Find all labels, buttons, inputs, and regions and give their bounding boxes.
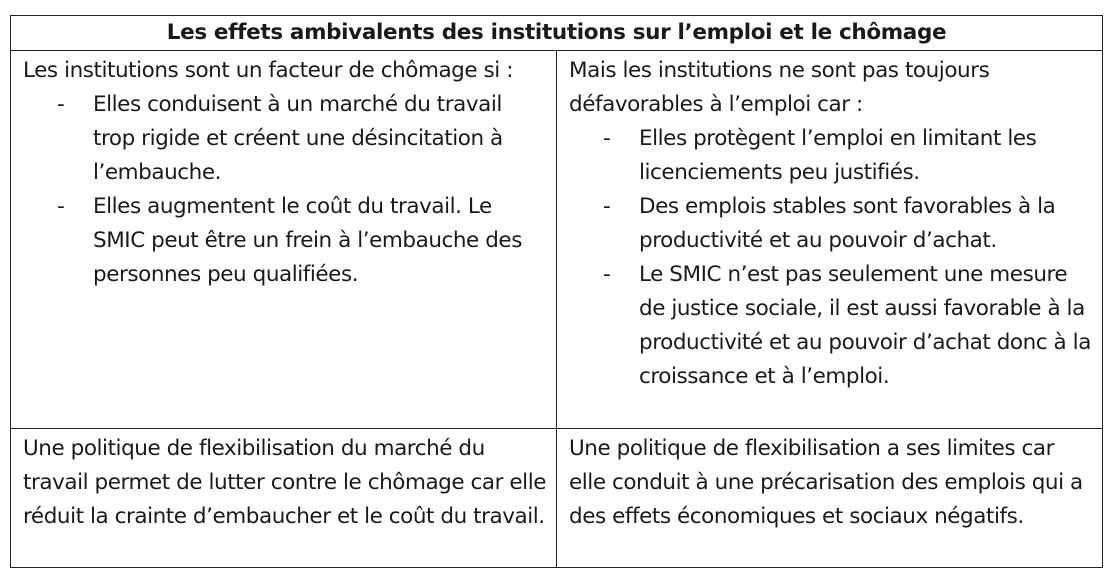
table-row <box>11 51 1103 429</box>
bullet-marker: - <box>603 126 611 151</box>
bottom-right-text: Une politique de flexibilisation a ses limites car elle conduit à une précarisation des emplois qui a des effets économiques et sociaux négatifs. <box>569 436 1083 529</box>
list-item <box>23 190 548 292</box>
right-bullet-text: Le SMIC n’est pas seulement une mesure de justice sociale, il est aussi favorable à la productivité et au pouvoir d’achat donc à la croissance et à l’emploi. <box>639 262 1091 389</box>
right-bullet-text: Elles protègent l’emploi en limitant les licenciements peu justifiés. <box>639 126 1037 185</box>
right-bullet-text: Des emplois stables sont favorables à la productivité et au pouvoir d’achat. <box>639 194 1056 253</box>
title-row <box>11 16 1103 51</box>
left-intro: Les institutions sont un facteur de chômage si : <box>23 58 513 83</box>
bottom-right-cell <box>557 429 1103 568</box>
right-cell <box>557 51 1103 429</box>
list-item <box>569 122 1094 190</box>
list-item <box>23 88 548 190</box>
left-cell <box>11 51 557 429</box>
bullet-marker: - <box>57 194 65 219</box>
table-title: Les effets ambivalents des institutions sur l’emploi et le chômage <box>11 16 1103 51</box>
bottom-left-text: Une politique de flexibilisation du marché du travail permet de lutter contre le chômage car elle réduit la crainte d’embaucher et le coût du travail. <box>23 436 547 529</box>
right-intro: Mais les institutions ne sont pas toujours défavorables à l’emploi car : <box>569 58 990 117</box>
left-bullet-list <box>23 88 548 292</box>
list-item <box>569 190 1094 258</box>
bullet-marker: - <box>603 262 611 287</box>
institutions-table <box>10 15 1103 568</box>
list-item <box>569 258 1094 394</box>
bullet-marker: - <box>57 92 65 117</box>
table-row <box>11 429 1103 568</box>
bullet-marker: - <box>603 194 611 219</box>
left-bullet-text: Elles conduisent à un marché du travail trop rigide et créent une désincitation à l’embauche. <box>93 92 503 185</box>
left-bullet-text: Elles augmentent le coût du travail. Le SMIC peut être un frein à l’embauche des personnes peu qualifiées. <box>93 194 522 287</box>
right-bullet-list <box>569 122 1094 394</box>
bottom-left-cell <box>11 429 557 568</box>
